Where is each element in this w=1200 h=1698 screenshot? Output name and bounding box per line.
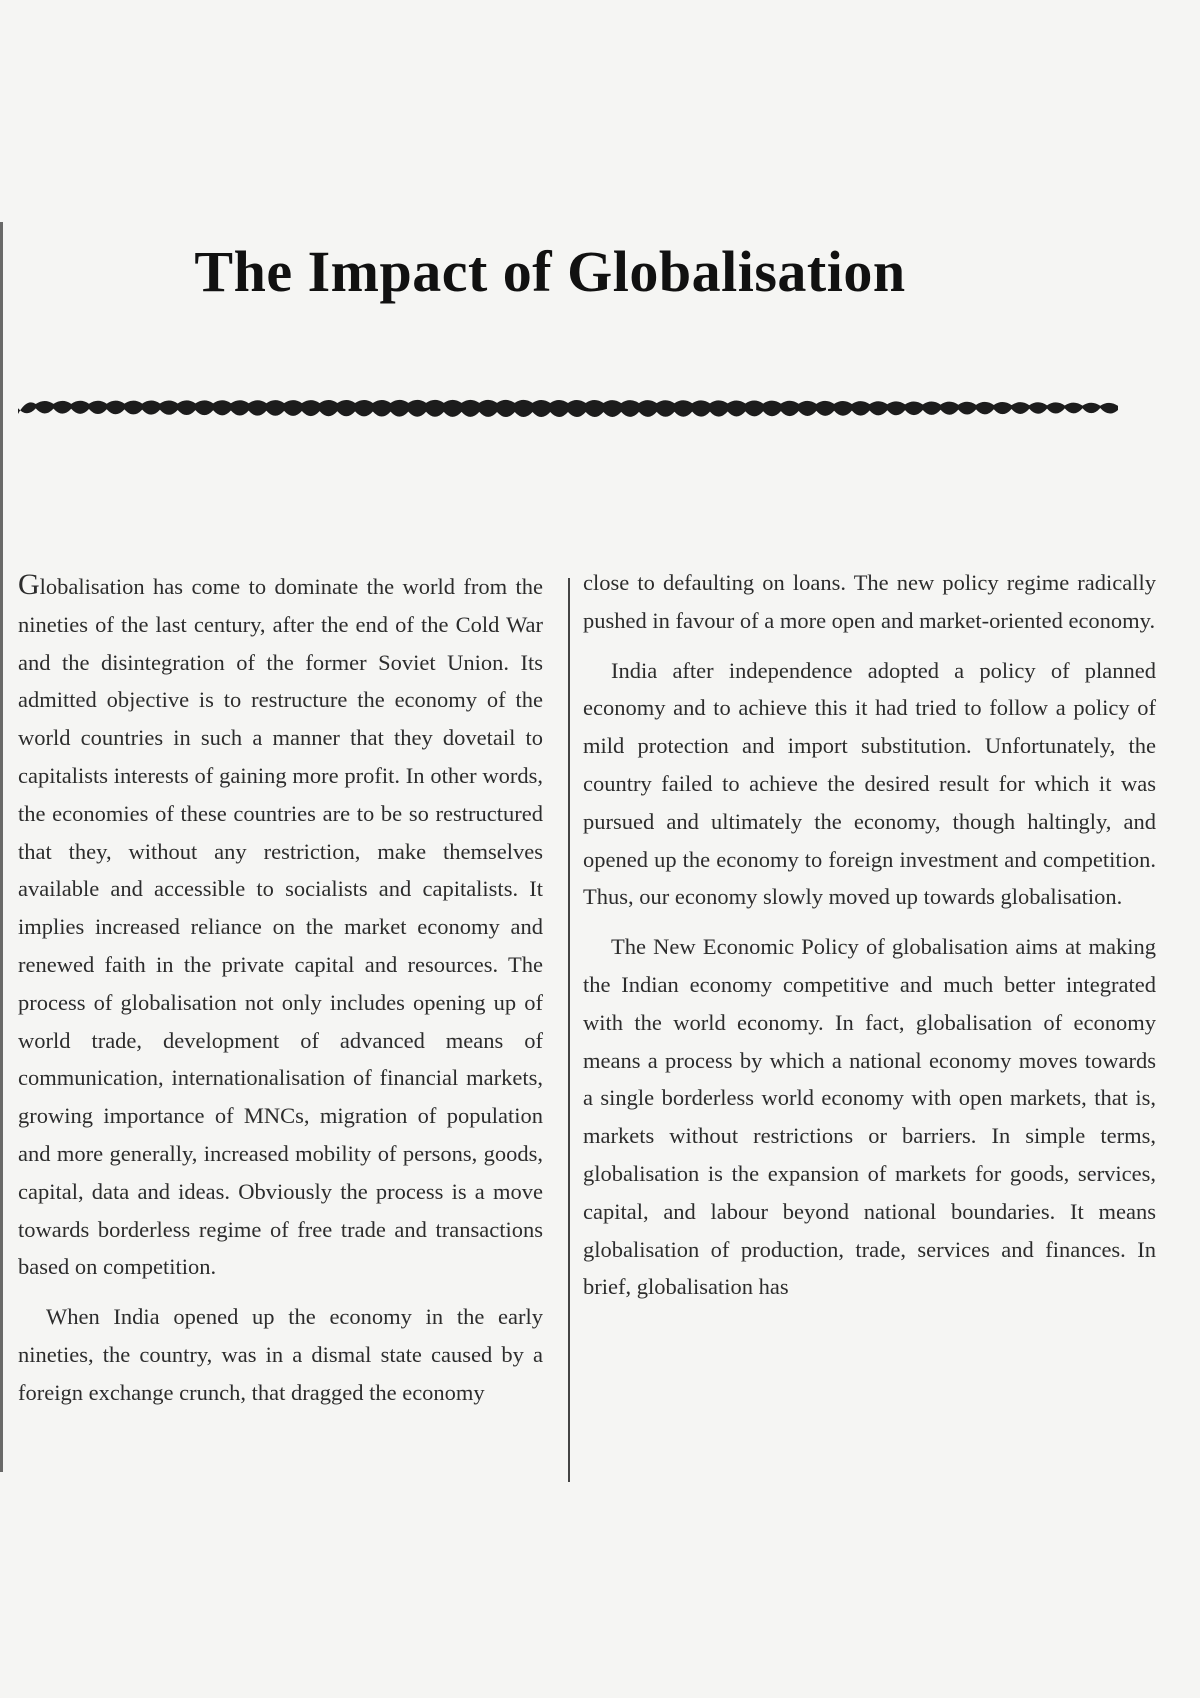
right-column [583,564,1156,1318]
drop-cap: G [18,568,40,601]
right-paragraph-1: close to defaulting on loans. The new policy regime radically pushed in favour of a more open and market-oriented economy. [583,570,1156,633]
left-paragraph-1 [18,568,543,1286]
left-paragraph-2: When India opened up the economy in the early nineties, the country, was in a dismal state caused by a foreign exchange crunch, that dragged the economy [18,1304,543,1405]
decorative-wave-divider [18,388,1128,424]
chapter-title: The Impact of Globalisation [194,239,906,304]
left-column [18,568,543,1424]
left-paragraph-1-text: lobalisation has come to dominate the world from the nineties of the last century, after the end of the Cold War and the disintegration of the former Soviet Union. Its admitted objective is to restructure the economy of the world countries in such a manner that they dovetail to capitalists interests of gaining more profit. In other words, the economies of these countries are to be so restructured that they, without any restriction, make themselves available and accessible to socialists and capitalists. It implies increased reliance on the market economy and renewed faith in the private capital and resources. The process of globalisation not only includes opening up of world trade, development of advanced means of communication, internationalisation of financial markets, growing importance of MNCs, migration of population and more generally, increased mobility of persons, goods, capital, data and ideas. Obviously the process is a move towards borderless regime of free trade and transactions based on competition. [18,574,543,1280]
column-divider [568,578,570,1482]
right-paragraph-3: The New Economic Policy of globalisation aims at making the Indian economy competitive and much better integrated with the world economy. In fact, globalisation of economy means a process by which a national economy moves towards a single borderless world economy with open markets, that is, markets without restrictions or barriers. In simple terms, globalisation is the expansion of markets for goods, services, capital, and labour beyond national boundaries. It means globalisation of production, trade, services and finances. In brief, globalisation has [583,934,1156,1300]
page-edge-line [0,222,3,1472]
right-paragraph-2: India after independence adopted a policy of planned economy and to achieve this it had tried to follow a policy of mild protection and import substitution. Unfortunately, the country failed to achieve the desired result for which it was pursued and ultimately the economy, though haltingly, and opened up the economy to foreign investment and competition. Thus, our economy slowly moved up towards globalisation. [583,657,1156,910]
